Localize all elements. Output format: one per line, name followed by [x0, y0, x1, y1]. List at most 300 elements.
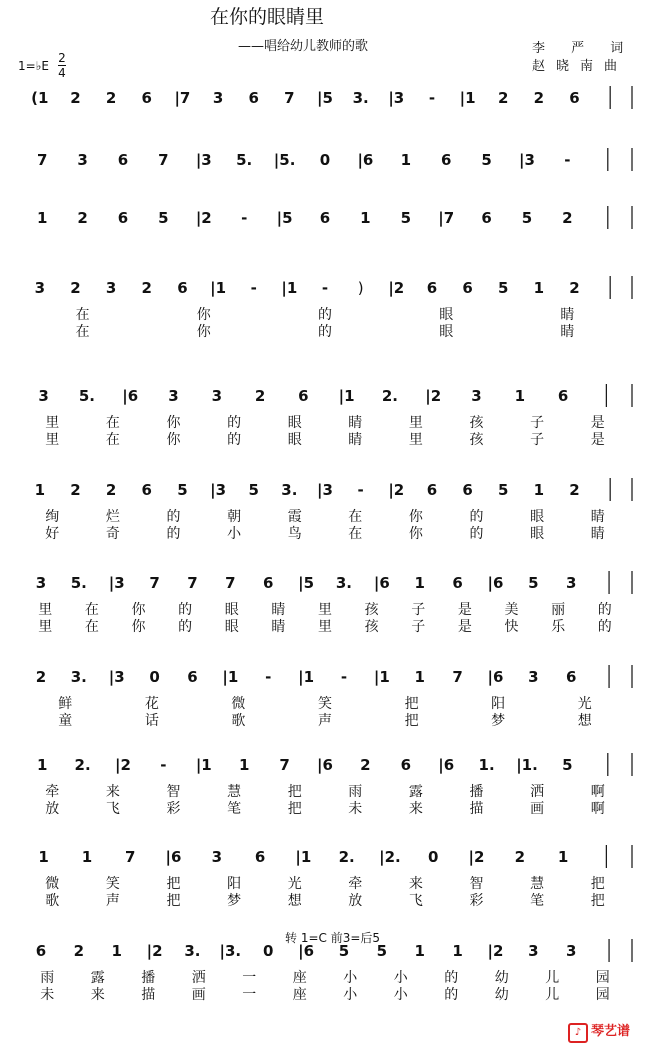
note: 7	[158, 151, 169, 169]
note: |1.	[516, 756, 538, 774]
note: -	[241, 209, 248, 227]
time-signature	[58, 52, 66, 79]
lyric-char: 啊	[590, 801, 605, 817]
note: 6	[426, 279, 438, 297]
lyric-char: 的	[318, 307, 332, 323]
note: 5	[158, 209, 169, 227]
lyric-char: 未	[348, 801, 363, 817]
note: |1	[298, 668, 315, 686]
note: |6	[357, 151, 374, 169]
site-logo	[568, 1020, 646, 1042]
lyric-char: 的	[227, 415, 242, 431]
note: 3	[211, 387, 223, 405]
lyric-char: 飞	[105, 801, 120, 817]
lyric-char: 把	[287, 801, 302, 817]
lyric-char: 小	[227, 526, 242, 542]
logo-text: 琴艺谱	[591, 1024, 631, 1039]
note: 3.	[70, 668, 87, 686]
note: 3.	[184, 942, 201, 960]
note: 2	[70, 89, 81, 107]
lyric-char: 睛	[271, 602, 286, 618]
lyric-char: 小	[343, 987, 358, 1003]
lyric-char: 霞	[287, 509, 302, 525]
lyric-char: 花	[144, 696, 159, 712]
note: |3	[108, 668, 125, 686]
lyric-char: 里	[45, 415, 60, 431]
lyric-char: 孩	[364, 602, 379, 618]
lyricist-credit: 李 严 词	[532, 41, 635, 56]
note: 3	[105, 279, 117, 297]
lyric-char: 里	[318, 602, 332, 618]
lyric-char: 里	[45, 432, 60, 448]
lyric-char: 洒	[191, 970, 206, 986]
note: 7	[149, 574, 160, 592]
note: |3	[317, 481, 333, 499]
note: |5	[276, 209, 293, 227]
lyric-char: 眼	[439, 307, 454, 323]
lyric-char: 的	[166, 526, 181, 542]
note: 1	[36, 756, 48, 774]
lyric-char: 园	[595, 987, 610, 1003]
note: 1	[360, 209, 371, 227]
lyric-char: 子	[411, 602, 426, 618]
lyric-char: 里	[38, 602, 53, 618]
lyric-char: 笔	[530, 893, 545, 909]
note: |3.	[219, 942, 242, 960]
lyric-char: 啊	[590, 784, 605, 800]
note: |3	[195, 151, 212, 169]
note: 2	[569, 481, 580, 499]
note: |6	[122, 387, 139, 405]
lyric-char: 笔	[227, 801, 242, 817]
lyric-char: 的	[444, 970, 459, 986]
note: 5	[521, 209, 533, 227]
lyric-char: 的	[178, 602, 193, 618]
lyric-char: 智	[166, 784, 181, 800]
lyric-char: 一	[242, 970, 257, 986]
lyric-char: 牵	[348, 876, 363, 892]
note: |2.	[379, 848, 401, 866]
lyric-char: 的	[318, 324, 332, 340]
lyric-char: 阳	[491, 696, 506, 712]
key-signature: 1=♭E	[18, 59, 49, 73]
note: 2	[254, 387, 266, 405]
note: 6	[452, 574, 463, 592]
note: |5	[317, 89, 333, 107]
note: 3	[528, 942, 539, 960]
note: 6	[557, 387, 569, 405]
lyric-char: 彩	[469, 893, 484, 909]
lyric-char: 小	[393, 987, 408, 1003]
lyric-char: 睛	[348, 415, 363, 431]
note: 1	[34, 481, 46, 499]
note: |7	[174, 89, 191, 107]
note: 3	[565, 942, 577, 960]
time-signature-top: 2	[58, 51, 66, 65]
lyric-char: 子	[411, 619, 426, 635]
note: 6	[117, 151, 129, 169]
note: |5.	[273, 151, 296, 169]
song-subtitle: ——唱给幼儿教师的歌	[238, 39, 369, 54]
lyric-char: 歌	[45, 893, 60, 909]
note: |1	[295, 848, 312, 866]
lyric-char: 是	[590, 415, 605, 431]
note: -	[428, 89, 436, 107]
note: 0	[149, 668, 160, 686]
note: -	[564, 151, 571, 169]
note: |6	[165, 848, 182, 866]
lyric-char: 眼	[530, 526, 545, 542]
note: 3	[38, 387, 49, 405]
note: 5	[481, 151, 492, 169]
note: 3	[77, 151, 88, 169]
note: 7	[225, 574, 236, 592]
note: |1	[373, 668, 390, 686]
lyric-char: 梦	[227, 893, 242, 909]
note: 2	[105, 481, 117, 499]
lyric-char: 光	[577, 696, 592, 712]
note: 2	[77, 209, 88, 227]
note: 2	[562, 209, 573, 227]
note: 3.	[281, 481, 298, 499]
note: 6	[440, 151, 452, 169]
note: |2	[115, 756, 131, 774]
lyric-char: 一	[242, 987, 257, 1003]
note: 5	[177, 481, 188, 499]
lyric-char: 阳	[227, 876, 242, 892]
note: |6	[487, 574, 504, 592]
lyric-char: 幼	[494, 987, 509, 1003]
lyric-char: 你	[196, 324, 211, 340]
lyric-char: 微	[231, 696, 246, 712]
bracket: )	[357, 279, 364, 297]
lyric-char: 奇	[105, 526, 120, 542]
lyric-char: 的	[444, 987, 459, 1003]
note: 2	[141, 279, 152, 297]
lyric-char: 绚	[45, 509, 60, 525]
composer-credit: 赵晓南曲	[532, 59, 629, 74]
note: 5	[562, 756, 573, 774]
note: |1	[459, 89, 476, 107]
note: |6	[298, 942, 315, 960]
lyric-char: 歌	[231, 713, 246, 729]
lyric-char: 的	[469, 509, 484, 525]
lyric-char: 的	[469, 526, 484, 542]
note: 0	[319, 151, 331, 169]
lyric-char: 雨	[40, 970, 55, 986]
note: 5.	[70, 574, 87, 592]
lyric-char: 你	[166, 432, 181, 448]
lyric-char: 子	[530, 432, 545, 448]
lyric-char: 座	[292, 987, 307, 1003]
lyric-char: 智	[469, 876, 484, 892]
lyric-char: 的	[178, 619, 193, 635]
note: 5	[400, 209, 412, 227]
lyric-char: 你	[166, 415, 181, 431]
note: 6	[141, 89, 152, 107]
lyric-char: 放	[348, 893, 363, 909]
note: 1	[36, 209, 48, 227]
note: 5.	[78, 387, 95, 405]
note: -	[321, 279, 329, 297]
lyric-char: 眼	[530, 509, 545, 525]
note: 6	[117, 209, 129, 227]
note: 1	[557, 848, 569, 866]
note: 6	[141, 481, 152, 499]
note: |6	[373, 574, 390, 592]
note: 5	[376, 942, 388, 960]
note: 3.	[352, 89, 369, 107]
note: 6	[177, 279, 188, 297]
note: 7	[284, 89, 295, 107]
note: 3	[211, 848, 223, 866]
note: 5	[248, 481, 259, 499]
lyric-char: 孩	[469, 432, 484, 448]
lyric-char: 童	[58, 713, 73, 729]
lyric-char: 幼	[494, 970, 509, 986]
lyric-char: 光	[287, 876, 302, 892]
note: 1	[414, 574, 425, 592]
note: 3	[528, 668, 539, 686]
note: 1	[238, 756, 250, 774]
lyric-char: 子	[530, 415, 545, 431]
note: 5	[338, 942, 350, 960]
note: 6	[298, 387, 309, 405]
note: 2	[514, 848, 526, 866]
lyric-char: 睛	[560, 307, 575, 323]
note: 2	[70, 279, 81, 297]
note: 6	[187, 668, 198, 686]
lyric-char: 睛	[560, 324, 575, 340]
lyric-char: 把	[404, 696, 419, 712]
note: |2	[195, 209, 212, 227]
lyric-char: 的	[597, 619, 612, 635]
lyric-char: 慧	[227, 784, 242, 800]
lyric-char: 快	[504, 619, 519, 635]
lyric-char: 在	[75, 324, 90, 340]
lyric-char: 未	[40, 987, 55, 1003]
lyric-char: 笑	[318, 696, 332, 712]
note: 6	[569, 89, 580, 107]
lyric-char: 睛	[590, 526, 605, 542]
lyric-char: 是	[457, 619, 472, 635]
note: |6	[487, 668, 504, 686]
song-title: 在你的眼睛里	[210, 6, 325, 28]
lyric-char: 洒	[530, 784, 545, 800]
note: 5.	[236, 151, 253, 169]
lyric-char: 来	[408, 801, 423, 817]
lyric-char: 儿	[545, 970, 560, 986]
note: 6	[565, 668, 577, 686]
note: 6	[35, 942, 47, 960]
lyric-char: 孩	[364, 619, 379, 635]
logo-mark-icon: ♪	[568, 1023, 588, 1043]
note: 2.	[381, 387, 398, 405]
note: 1	[81, 848, 93, 866]
lyric-char: 的	[597, 602, 612, 618]
lyric-char: 想	[287, 893, 302, 909]
lyric-char: 你	[131, 619, 146, 635]
lyric-char: 声	[318, 713, 332, 729]
note: 0	[427, 848, 439, 866]
lyric-char: 把	[590, 876, 605, 892]
note: |1	[195, 756, 212, 774]
note: |2	[487, 942, 504, 960]
note: |2	[388, 279, 405, 297]
note: 1	[400, 151, 412, 169]
note: |3	[108, 574, 125, 592]
lyric-char: 在	[75, 307, 90, 323]
lyric-char: 梦	[491, 713, 506, 729]
lyric-char: 你	[196, 307, 211, 323]
note: 5	[498, 279, 509, 297]
note: 3	[471, 387, 482, 405]
note: 2	[70, 481, 81, 499]
lyric-char: 美	[504, 602, 519, 618]
note: (1	[31, 89, 49, 107]
lyric-char: 飞	[408, 893, 423, 909]
lyric-char: 的	[166, 509, 181, 525]
note: 2	[569, 279, 580, 297]
lyric-char: 播	[141, 970, 156, 986]
note: -	[250, 279, 257, 297]
lyric-char: 小	[343, 970, 358, 986]
lyric-char: 在	[348, 509, 363, 525]
note: |3	[388, 89, 405, 107]
lyric-char: 里	[408, 415, 423, 431]
note: 1	[38, 848, 49, 866]
note: 2.	[338, 848, 355, 866]
lyric-char: 眼	[439, 324, 454, 340]
lyric-char: 在	[84, 602, 99, 618]
lyric-char: 园	[595, 970, 610, 986]
lyric-char: 播	[469, 784, 484, 800]
note: |1	[338, 387, 355, 405]
lyric-char: 孩	[469, 415, 484, 431]
note: 0	[262, 942, 274, 960]
lyric-char: 是	[590, 432, 605, 448]
lyric-char: 小	[393, 970, 408, 986]
lyric-char: 烂	[105, 509, 120, 525]
note: 6	[262, 574, 274, 592]
lyric-char: 座	[292, 970, 307, 986]
lyric-char: 彩	[166, 801, 181, 817]
lyric-char: 在	[348, 526, 363, 542]
lyric-char: 眼	[287, 415, 302, 431]
note: |1	[222, 668, 239, 686]
lyric-char: 里	[318, 619, 332, 635]
lyric-char: 是	[457, 602, 472, 618]
note: 3	[212, 89, 224, 107]
lyric-char: 画	[191, 987, 206, 1003]
note: 6	[462, 279, 473, 297]
lyric-char: 在	[84, 619, 99, 635]
lyric-char: 眼	[287, 432, 302, 448]
note: 1	[452, 942, 463, 960]
note: 2.	[74, 756, 91, 774]
lyric-char: 露	[90, 970, 105, 986]
note: 2	[35, 668, 47, 686]
note: 6	[462, 481, 473, 499]
note: |7	[438, 209, 455, 227]
note: 1	[414, 668, 425, 686]
note: 1	[533, 279, 545, 297]
note: 7	[279, 756, 290, 774]
note: 1.	[478, 756, 495, 774]
note: |5	[298, 574, 315, 592]
lyric-char: 把	[166, 876, 181, 892]
note: -	[340, 668, 348, 686]
lyric-char: 描	[469, 801, 484, 817]
note: 1	[533, 481, 545, 499]
note: 6	[426, 481, 438, 499]
note: -	[160, 756, 167, 774]
lyric-char: 里	[408, 432, 423, 448]
note: 1	[111, 942, 122, 960]
lyric-char: 把	[287, 784, 302, 800]
lyric-char: 朝	[227, 509, 242, 525]
note: 3	[565, 574, 577, 592]
lyric-char: 笑	[105, 876, 120, 892]
time-signature-bottom: 4	[58, 66, 66, 80]
note: |3	[210, 481, 227, 499]
lyric-char: 睛	[348, 432, 363, 448]
lyric-char: 眼	[224, 602, 239, 618]
note: 3	[35, 574, 47, 592]
note: 5	[498, 481, 509, 499]
note: -	[265, 668, 272, 686]
note: 2	[533, 89, 545, 107]
lyric-char: 来	[105, 784, 120, 800]
note: |2	[425, 387, 442, 405]
lyric-char: 儿	[545, 987, 560, 1003]
note: 2	[105, 89, 117, 107]
note: 7	[36, 151, 48, 169]
note: |1	[210, 279, 227, 297]
note: |3	[519, 151, 535, 169]
note: 6	[319, 209, 331, 227]
note: 3	[168, 387, 179, 405]
lyric-char: 放	[45, 801, 60, 817]
lyric-char: 眼	[224, 619, 239, 635]
lyric-char: 乐	[551, 619, 566, 635]
lyric-char: 声	[105, 893, 120, 909]
note: |6	[438, 756, 455, 774]
note: 3	[34, 279, 46, 297]
lyric-char: 把	[404, 713, 419, 729]
note: 6	[481, 209, 492, 227]
lyric-char: 话	[144, 713, 159, 729]
lyric-char: 来	[408, 876, 423, 892]
lyric-char: 你	[131, 602, 146, 618]
note: |2	[146, 942, 163, 960]
lyric-char: 你	[408, 526, 423, 542]
note: 2	[73, 942, 85, 960]
lyric-char: 露	[408, 784, 423, 800]
note: |2	[468, 848, 485, 866]
note: |6	[317, 756, 333, 774]
lyric-char: 慧	[530, 876, 545, 892]
lyric-char: 的	[227, 432, 242, 448]
lyric-char: 牵	[45, 784, 60, 800]
note: -	[357, 481, 364, 499]
note: 2	[498, 89, 509, 107]
lyric-char: 微	[45, 876, 60, 892]
lyric-char: 里	[38, 619, 53, 635]
note: 6	[248, 89, 259, 107]
lyric-char: 画	[530, 801, 545, 817]
lyric-char: 把	[590, 893, 605, 909]
